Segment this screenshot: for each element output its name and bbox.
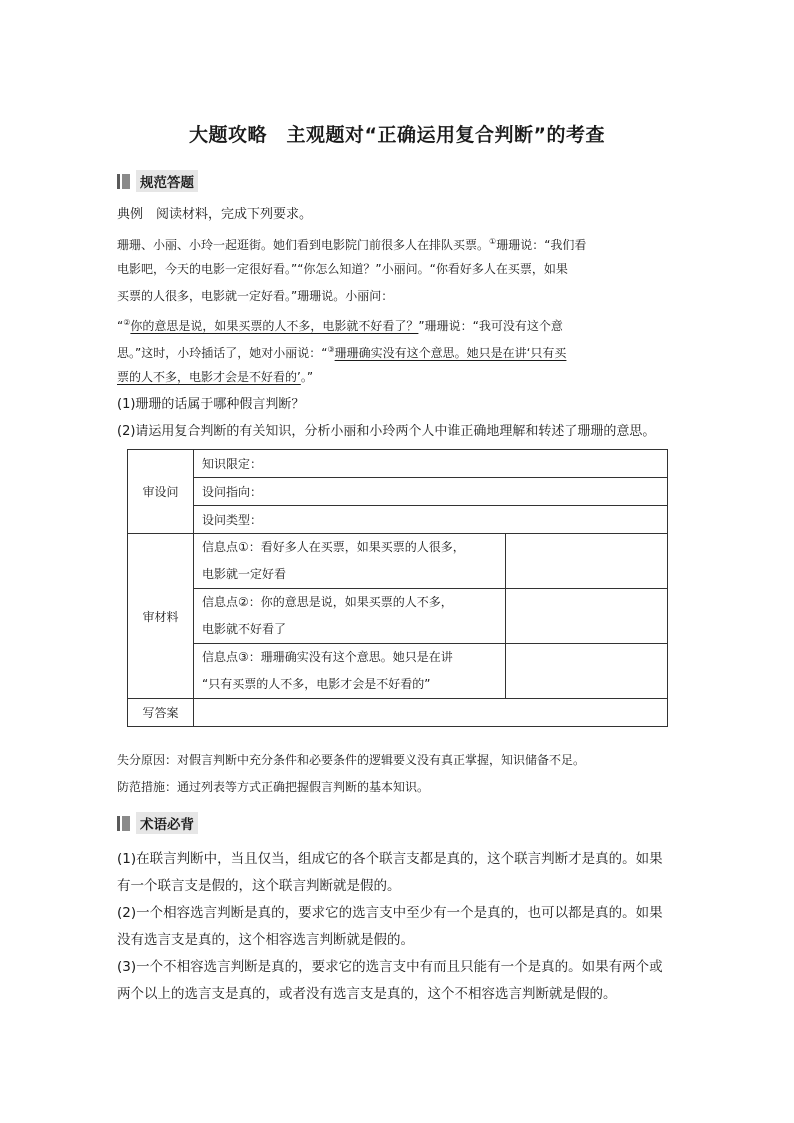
analysis-table <box>127 449 668 727</box>
term-1: (1)在联言判断中，当且仅当，组成它的各个联言支都是真的，这个联言判断才是真的。如果 有一个联言支是假的，这个联言判断就是假的。 <box>117 851 663 894</box>
knowledge-cell: 知识限定： <box>194 450 668 478</box>
page-title: 大题攻略 主观题对“正确运用复合判断”的考查 <box>189 124 605 146</box>
section-bar-icon <box>117 816 130 831</box>
material-line-6: 票的人不多，电影才会是不好看的’。” <box>117 370 314 384</box>
material-line-1: 珊珊、小丽、小玲一起逛街。她们看到电影院门前很多人在排队买票。①珊珊说：“我们看 <box>117 237 587 252</box>
row-head-question: 审设问 <box>128 450 194 534</box>
info-point-2: 信息点②：你的意思是说，如果买票的人不多， 电影就不好看了 <box>194 589 506 644</box>
term-3: (3)一个不相容选言判断是真的，要求它的选言支中有而且只能有一个是真的。如果有两个或 两个以上的选言支是真的，或者没有选言支是真的，这个不相容选言判断就是假的。 <box>117 959 663 1002</box>
type-cell: 设问类型： <box>194 506 668 534</box>
term-2: (2)一个相容选言判断是真的，要求它的选言支中至少有一个是真的，也可以都是真的。如果 没有选言支是真的，这个相容选言判断就是假的。 <box>117 905 663 948</box>
material-line-2: 电影吧，今天的电影一定很好看。”“你怎么知道？”小丽问。“你看好多人在买票，如果 <box>117 262 568 276</box>
info-point-3: 信息点③：珊珊确实没有这个意思。她只是在讲 “只有买票的人不多，电影才会是不好看的” <box>194 644 506 699</box>
example-lead: 典例 阅读材料，完成下列要求。 <box>117 207 313 222</box>
row-head-material: 审材料 <box>128 534 194 699</box>
material-line-5: 思。”这时，小玲插话了，她对小丽说：“③珊珊确实没有这个意思。她只是在讲‘只有买 <box>117 345 567 360</box>
row-head-answer: 写答案 <box>128 699 194 727</box>
section-label: 术语必背 <box>136 812 198 834</box>
prevention-measure: 防范措施：通过列表等方式正确把握假言判断的基本知识。 <box>117 780 430 794</box>
info-point-1: 信息点①：看好多人在买票，如果买票的人很多， 电影就一定好看 <box>194 534 506 589</box>
section-bar-icon <box>117 174 130 189</box>
question-2: (2)请运用复合判断的有关知识，分析小丽和小玲两个人中谁正确地理解和转述了珊珊的意思。 <box>117 424 656 439</box>
section-label: 规范答题 <box>136 170 198 192</box>
loss-reason: 失分原因：对假言判断中充分条件和必要条件的逻辑要义没有真正掌握，知识储备不足。 <box>117 753 586 767</box>
info-point-2-answer <box>506 589 668 644</box>
section-header-standard-answer <box>117 170 198 192</box>
material-line-3: 买票的人很多，电影就一定好看。”珊珊说。小丽问： <box>117 289 394 303</box>
answer-cell <box>194 699 668 727</box>
direction-cell: 设问指向： <box>194 478 668 506</box>
question-1: (1)珊珊的话属于哪种假言判断？ <box>117 397 305 412</box>
info-point-3-answer <box>506 644 668 699</box>
info-point-1-answer <box>506 534 668 589</box>
material-line-4: “②你的意思是说，如果买票的人不多，电影就不好看了？”珊珊说：“我可没有这个意 <box>117 318 563 333</box>
section-header-terms <box>117 812 198 834</box>
